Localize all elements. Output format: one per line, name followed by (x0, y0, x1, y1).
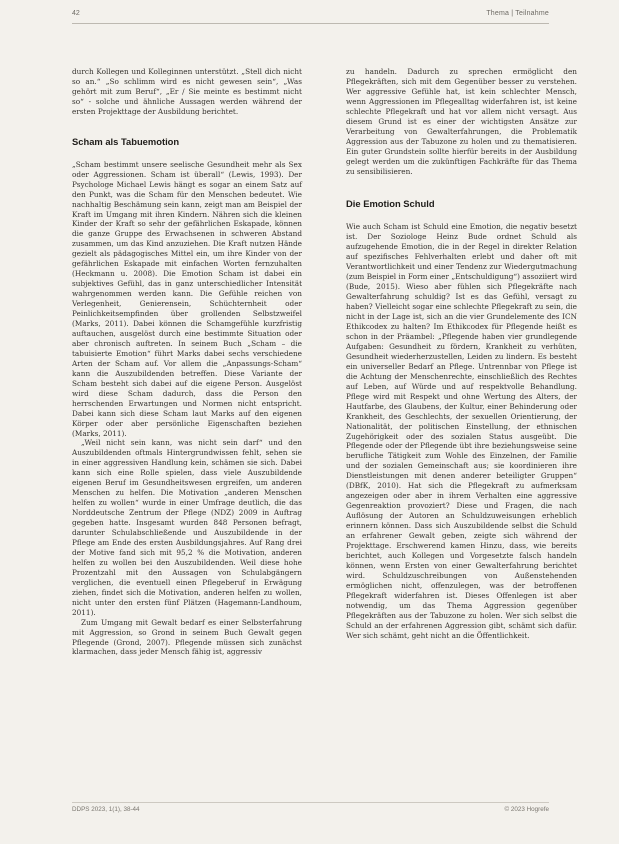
scham-paragraph-2: „Weil nicht sein kann, was nicht sein darf“ und den Auszubildenden oftmals Hintergrundwissen fehlt, sehen sie in einer aggressiven Handlung kein, schämen sie sich. Dabei kann sich eine Rolle spielen, dass viele Auszubildende eigenen Beruf im Gesundheitswesen ergreifen, um anderen Menschen zu helfen. Die Motivation „anderen Menschen helfen zu wollen“ wurde in einer Umfrage deutlich, die das Norddeutsche Zentrum der Pflege (NDZ) 2009 in Auftrag gegeben hatte. Insgesamt wurden 848 Personen befragt, darunter Schulabschließende und Auszubildende in der Pflege am Ende des ersten Ausbildungsjahres. Auf Rang drei der Motive fand sich mit 95,2 % die Motivation, anderen helfen zu wollen bei den Auszubildenden. Weil diese hohe Prozentzahl mit den Aussagen von Schulabgängern verglichen, die eventuell einen Pflegeberuf in Erwägung ziehen, findet sich die Motivation, anderen helfen zu wollen, nicht unter den ersten fünf Plätzen (Hagemann-Landhoum, 2011). (72, 438, 302, 617)
footer-divider (72, 802, 549, 803)
running-title: Thema | Teilnahme (486, 10, 549, 17)
schuld-paragraph-1: Wie auch Scham ist Schuld eine Emotion, die negativ besetzt ist. Der Soziologe Heinz Bude ordnet Schuld als aufzugehende Emotion, die in der Regel in direkter Relation auf spezifisches Fehlverhalten erlebt und daher oft mit Verantwortlichkeit und einer Tendenz zur Wiedergutmachung (zum Beispiel in Form einer „Entschuldigung“) assoziiert wird (Bude, 2015). Wieso aber fühlen sich Pflegekräfte nach Gewalterfahrung schuldig? Ist es das Gefühl, versagt zu haben? Vielleicht sogar eine schlechte Pflegekraft zu sein, die nicht in der Lage ist, sich an die vier Grundelemente des ICN Ethikcodex zu halten? Im Ethikcodex für Pflegende heißt es schon in der Präambel: „Pflegende haben vier grundlegende Aufgaben: Gesundheit zu fördern, Krankheit zu verhüten, Gesundheit wiederherzustellen, Leiden zu lindern. Es besteht ein universeller Bedarf an Pflege. Untrennbar von Pflege ist die Achtung der Menschenrechte, einschließlich des Rechtes auf Leben, auf Würde und auf respektvolle Behandlung. Pflege wird mit Respekt und ohne Wertung des Alters, der Hautfarbe, des Glaubens, der Kultur, einer Behinderung oder Krankheit, des Geschlechts, der sexuellen Orientierung, der Nationalität, der politischen Einstellung, der ethnischen Zugehörigkeit oder des sozialen Status ausgeübt. Die Pflegende oder der Pflegende übt ihre beziehungsweise seine berufliche Tätigkeit zum Wohle des Einzelnen, der Familie und der sozialen Gemeinschaft aus; sie koordinieren ihre Dienstleistungen mit denen anderer beteiligter Gruppen“ (DBfK, 2010). Hat sich die Pflegekraft zu aufmerksam angezeigen oder aber in ihrem Verhalten eine aggressive Gegenreaktion provoziert? Diese und Fragen, die nach Auflösung der Autoren an Schuldzuweisungen erheblich erinnern können. Dass sich Auszubildende selbst die Schuld an erfahrener Gewalt geben, zeigte sich während der Projekttage. Erschwerend kamen Hinzu, dass, wie bereits berichtet, auch Kollegen und Vorgesetzte falsch handeln können, wenn Ersten von einer Gewalterfahrung berichtet wird. Schuldzuschreibungen von Außenstehenden ermöglichen nicht, offenzulegen, was der betroffenen Pflegekraft widerfahren ist. Dieses Offenlegen ist aber notwendig, um das Thema Aggression gegenüber Pflegekräften aus der Tabuzone zu holen. Wer sich selbst die Schuld an der erfahrenen Aggression gibt, schämt sich dafür. Wer sich schämt, geht nicht an die Öffentlichkeit. (346, 222, 577, 640)
journal-citation: DDPS 2023, 1(1), 38-44 (72, 806, 140, 813)
page-footer (72, 806, 549, 818)
right-column (346, 67, 577, 641)
scham-paragraph-1: „Scham bestimmt unsere seelische Gesundheit mehr als Sex oder Aggressionen. Scham ist überall“ (Lewis, 1993). Der Psychologe Michael Lewis hängt es sogar an einem Satz auf den Punkt, was die Scham für den Menschen bedeutet. Wie nachhaltig Beschämung sein kann, zeigt man am Beispiel der Kraft im Umgang mit ihren Kindern. Nähren sich die kleinen Kinder der Kraft so sehr der gefährlichen Eskapade, können die ganze Gruppe des Erwachsenen in schweren Abstand zusammen, um das Kind anzuziehen. Die Kraft nutzen Hände gezielt als pädagogisches Mittel ein, um ihre Kinder von der gefährlichen Eskapade mit einfachen Worten fernzuhalten (Heckmann u. 2008). Die Emotion Scham ist dabei ein subjektives Gefühl, das in ganz unterschiedlicher Intensität wahrgenommen werden kann. Die Gefühle reichen von Verlegenheit, Genierensein, Schüchternheit oder Peinlichkeitsempfinden über grollenden Selbstzweifel (Marks, 2011). Dabei können die Schamgefühle kurzfristig auftauchen, ausgelöst durch eine bestimmte Situation oder aber chronisch auftreten. In seinem Buch „Scham – die tabuisierte Emotion“ führt Marks dabei sechs verschiedene Arten der Scham auf. Vor allem die „Anpassungs-Scham“ kann die Auszubildenden betreffen. Diese Variante der Scham besteht sich dabei auf die eigene Person. Ausgelöst wird diese Scham dadurch, dass die Person den herrschenden Erwartungen und Normen nicht entspricht. Dabei kann sich diese Scham laut Marks auf den eigenen Körper oder aber persönliche Eigenschaften beziehen (Marks, 2011). (72, 159, 302, 438)
left-intro-paragraph: durch Kollegen und Kolleginnen unterstützt. „Stell dich nicht so an.“ „So schlimm wird es nicht gewesen sein“, „Was gehört mit zum Beruf“, „Er / Sie meinte es bestimmt nicht so“ - solche und ähnliche Aussagen werden während der ersten Projekttage der Ausbildung berichtet. (72, 67, 302, 116)
section-heading-scham: Scham als Tabuemotion (72, 135, 180, 147)
right-intro-paragraph: zu handeln. Dadurch zu sprechen ermöglicht den Pflegekräften, sich mit dem Gegenüber besser zu verstehen. Wer aggressive Gefühle hat, ist kein schlechter Mensch, wenn Aggressionen im Pflegealltag widerfahren ist, ist keine schlechte Pflegekraft und hat vor allem nicht versagt. Aus diesem Grund ist es einer der wichtigsten Ansätze zur Verarbeitung von Gewalterfahrungen, die Problematik Aggression aus der Tabuzone zu holen und zu thematisieren. Ein guter Grundstein sollte hierfür bereits in der Ausbildung gelegt werden um die zukünftigen Fachkräfte für das Thema zu sensibilisieren. (346, 67, 577, 176)
section-heading-schuld: Die Emotion Schuld (346, 198, 435, 210)
publisher-copyright: © 2023 Hogrefe (504, 806, 549, 813)
running-header (72, 10, 549, 22)
scham-paragraph-3: Zum Umgang mit Gewalt bedarf es einer Selbsterfahrung mit Aggression, so Grond in seinem Buch Gewalt gegen Pflegende (Grond, 2007). Pflegende müssen sich zunächst klarmachen, dass jeder Mensch fähig ist, aggressiv (72, 617, 302, 657)
left-column (72, 67, 302, 657)
page-number: 42 (72, 10, 80, 17)
header-divider (72, 23, 549, 24)
